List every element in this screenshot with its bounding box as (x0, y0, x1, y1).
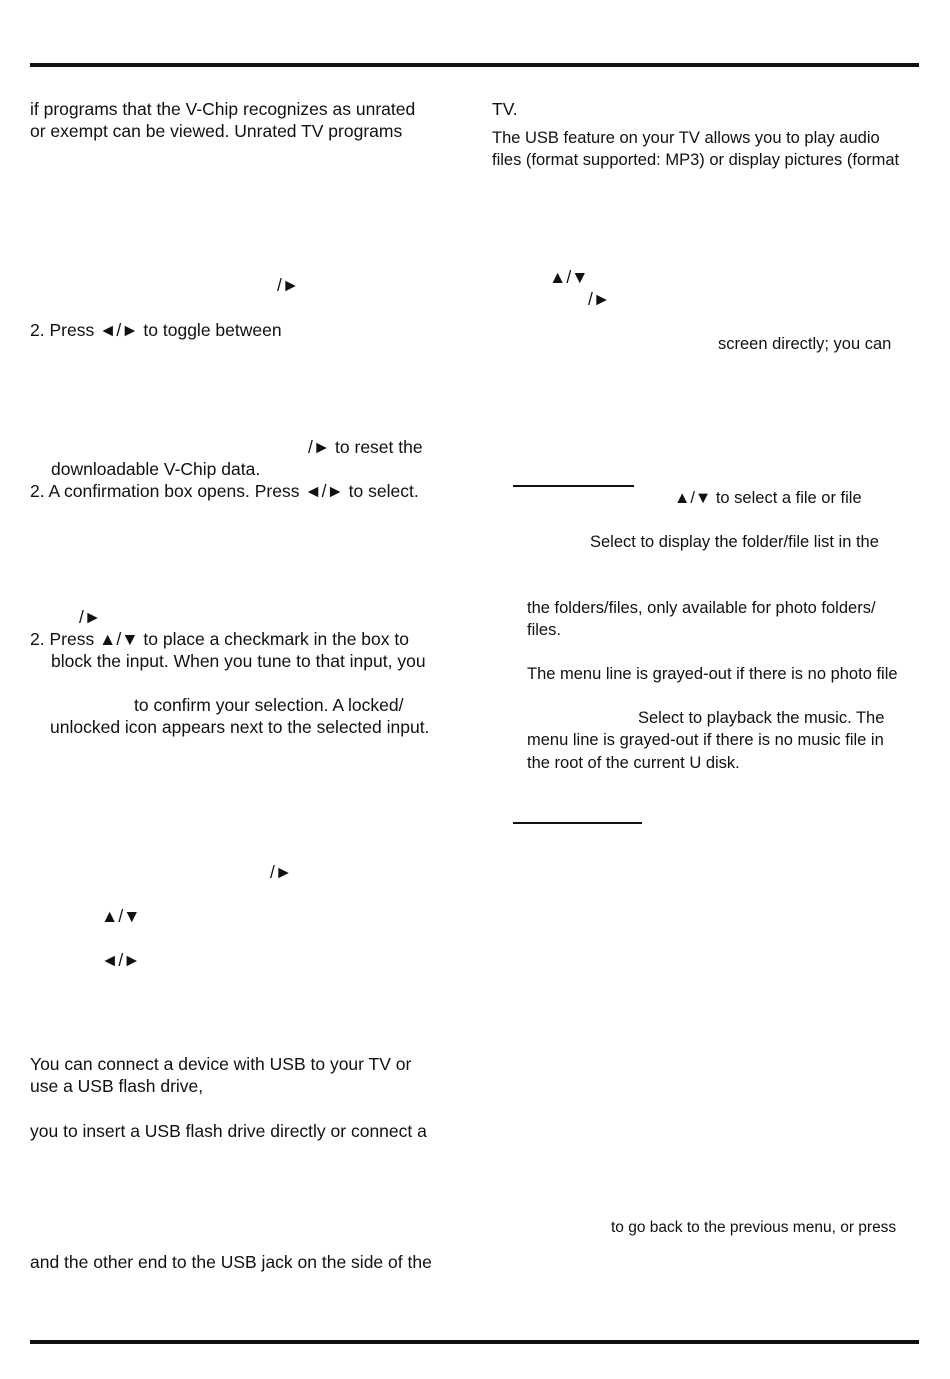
text-line: downloadable V-Chip data. (51, 459, 261, 479)
text-line: block the input. When you tune to that input, you (51, 651, 426, 671)
arrow-symbol: /► (79, 607, 102, 627)
arrow-symbol: ◄/► (101, 950, 141, 970)
text-line: menu line is grayed-out if there is no music file in (527, 731, 884, 749)
arrow-symbol: ▲/▼ (101, 906, 141, 926)
text-line: 2. A confirmation box opens. Press ◄/► to select. (30, 481, 419, 501)
text-line: unlocked icon appears next to the selected input. (50, 717, 430, 737)
text-line: files (format supported: MP3) or display pictures (format (492, 151, 900, 169)
arrow-symbol: /► (277, 275, 300, 295)
text-line: to confirm your selection. A locked/ (134, 695, 404, 715)
text-line: you to insert a USB flash drive directly or connect a (30, 1121, 427, 1141)
text-line: The menu line is grayed-out if there is no photo file (527, 665, 898, 683)
text-line: if programs that the V-Chip recognizes as unrated (30, 99, 416, 119)
footer-rule (30, 1340, 919, 1344)
header-rule (30, 63, 919, 67)
text-line: 2. Press ◄/► to toggle between (30, 320, 282, 340)
text-line: /► to reset the (308, 437, 423, 457)
heading-underline (513, 485, 634, 487)
arrow-symbol: /► (588, 289, 611, 309)
text-line: and the other end to the USB jack on the side of the (30, 1252, 432, 1272)
text-line: Select to display the folder/file list in the (590, 533, 879, 551)
text-line: The USB feature on your TV allows you to play audio (492, 129, 880, 147)
text-line: 2. Press ▲/▼ to place a checkmark in the box to (30, 629, 409, 649)
text-line: the root of the current U disk. (527, 754, 740, 772)
text-line: You can connect a device with USB to your TV or (30, 1054, 412, 1074)
text-line: Select to playback the music. The (638, 709, 885, 727)
text-line: or exempt can be viewed. Unrated TV programs (30, 121, 403, 141)
text-line: use a USB flash drive, (30, 1076, 204, 1096)
text-line: ▲/▼ to select a file or file (674, 489, 862, 507)
text-line: TV. (492, 99, 518, 119)
text-line: screen directly; you can (718, 335, 892, 353)
text-line: the folders/files, only available for photo folders/ (527, 599, 876, 617)
arrow-symbol: ▲/▼ (549, 267, 589, 287)
text-line: to go back to the previous menu, or press (611, 1219, 897, 1236)
text-line: files. (527, 621, 561, 639)
heading-underline (513, 822, 642, 824)
arrow-symbol: /► (270, 862, 293, 882)
